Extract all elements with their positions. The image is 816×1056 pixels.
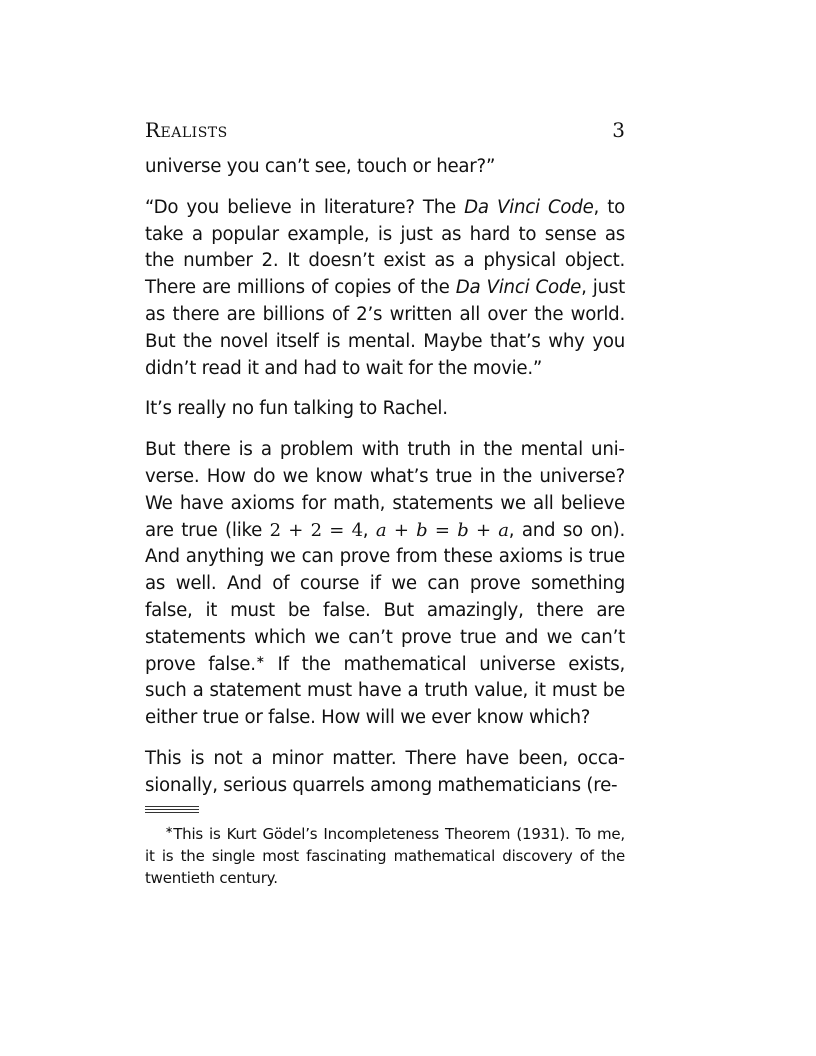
footnote-mark: ∗	[165, 824, 174, 836]
body-text	[145, 154, 625, 800]
running-head	[145, 118, 625, 148]
page-number: 3	[612, 118, 625, 142]
footnote	[145, 823, 625, 889]
math-var: b	[457, 519, 469, 541]
paragraph-4-text-b: , and so on). And anything we can prove from these axioms is true as well. And of course if we can prove something false, it must be false. But amazingly, there are statements which we can’t prove true and we can’t prove false.	[145, 519, 625, 675]
book-title: Da Vinci Code	[455, 277, 582, 299]
math-op: =	[427, 519, 458, 541]
math-var: a	[498, 519, 509, 541]
math-var: a	[375, 519, 387, 541]
paragraph-4-text-c: If the mathematical universe exists, such a statement must have a truth value, it must be either true or false. How will we ever know which?	[145, 653, 625, 729]
paragraph-2-text-c: , just as there are billions of 2’s written all over the world. But the novel itself is mental. Maybe that’s why you didn’t read it and had to wait for the movie.”	[145, 277, 625, 379]
paragraph-4-text-a: But there is a problem with truth in the mental universe. How do we know what’s true in the universe? We have axioms for math, statements we all believe are true (like	[145, 439, 625, 541]
paragraph-5-text: This is not a minor matter. There have been, occasionally, serious quarrels among mathematicians (re-	[145, 747, 625, 796]
paragraph-4	[145, 437, 625, 732]
paragraph-1-text: universe you can’t see, touch or hear?”	[145, 156, 496, 177]
page	[145, 118, 625, 889]
math-op: +	[468, 519, 499, 541]
paragraph-2	[145, 195, 625, 383]
paragraph-2-text-b: , to take a popular example, is just as hard to sense as the number 2. It doesn’t exist as a physical object. There are millions of copies of the	[145, 196, 625, 299]
paragraph-1	[145, 154, 625, 181]
paragraph-3-text: It’s really no fun talking to Rachel.	[145, 398, 448, 420]
rule-line	[145, 809, 199, 810]
paragraph-3	[145, 396, 625, 423]
paragraph-2-text-a: “Do you believe in literature? The	[145, 196, 465, 218]
footnote-text: This is Kurt Gödel’s Incompleteness Theorem (1931). To me, it is the single most fascinating mathematical discovery of the twentieth century.	[145, 824, 625, 887]
rule-line	[145, 812, 199, 813]
math-expression-2	[376, 520, 509, 541]
paragraph-5	[145, 746, 625, 800]
chapter-title: Realists	[145, 118, 228, 142]
math-expression-1: 2 + 2 = 4	[269, 519, 363, 541]
math-op: +	[386, 519, 417, 541]
rule-line	[145, 806, 199, 807]
footnote-rule	[145, 806, 199, 813]
book-title: Da Vinci Code	[464, 196, 594, 218]
comma: ,	[362, 519, 376, 541]
math-var: b	[416, 519, 428, 541]
footnote-marker[interactable]: ∗	[255, 652, 265, 666]
